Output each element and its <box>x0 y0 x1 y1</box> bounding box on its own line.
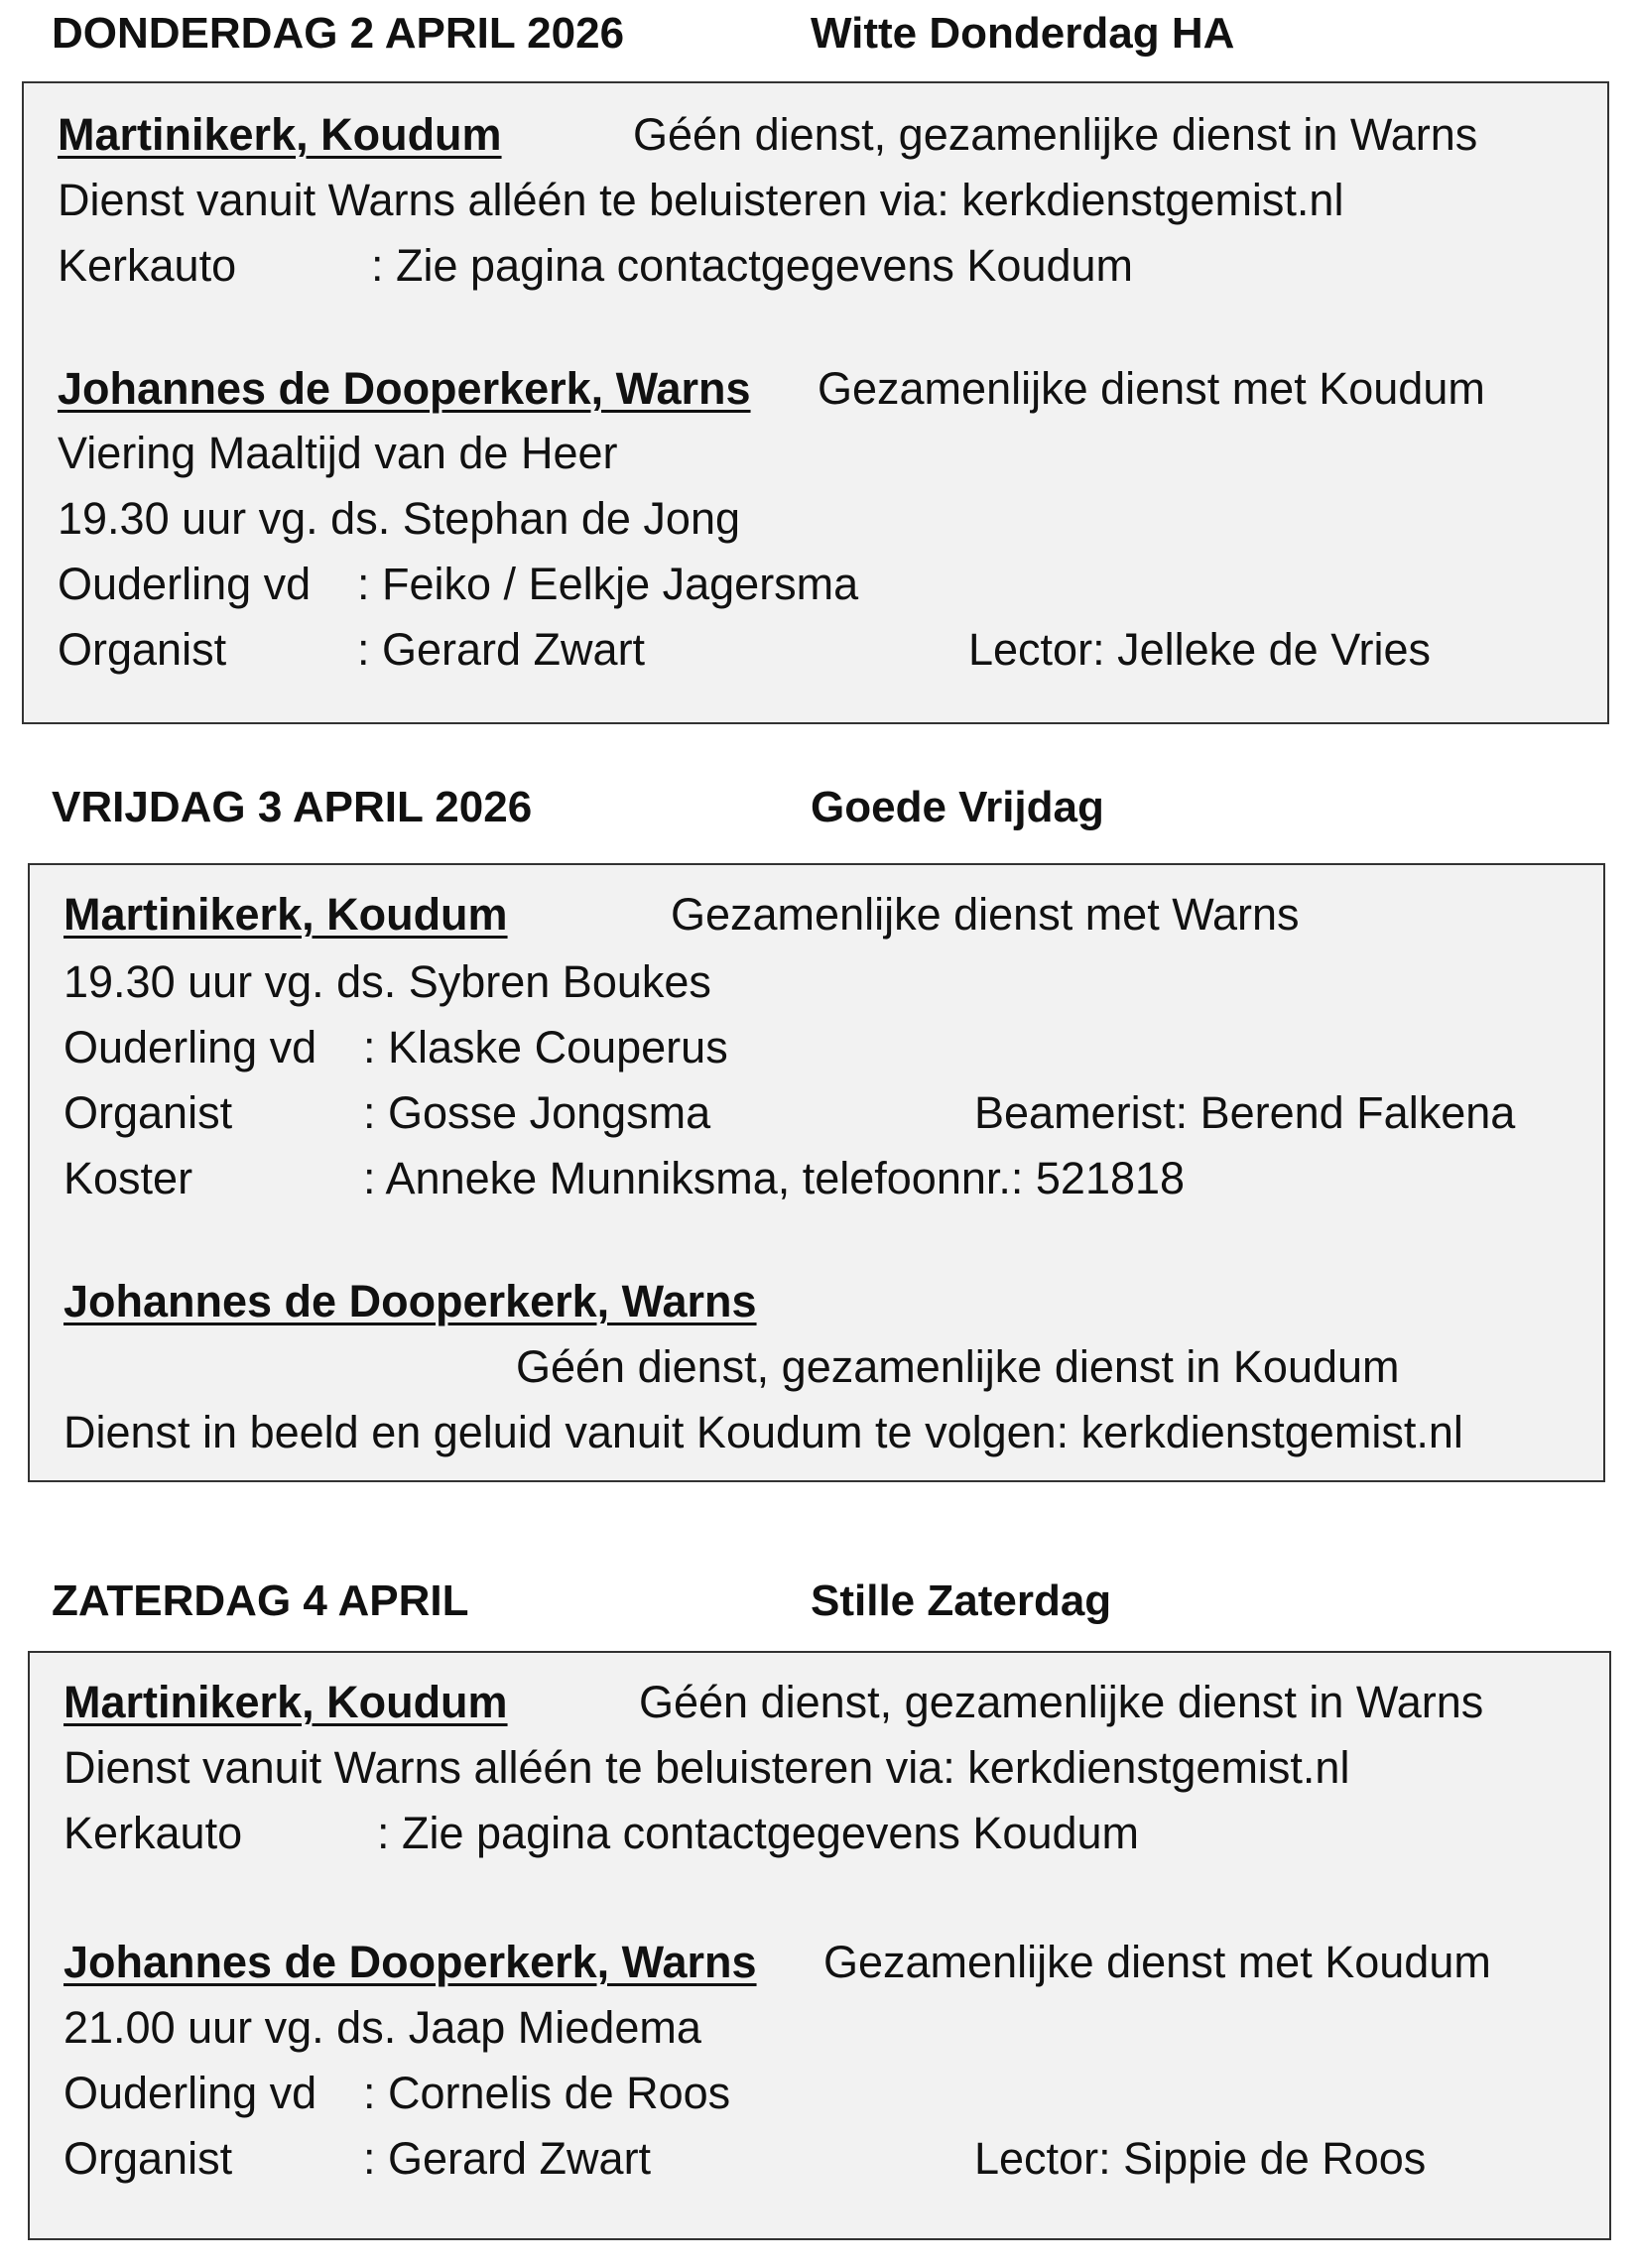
church-name-warns: Johannes de Dooperkerk, Warns <box>63 1937 757 1987</box>
organist-line <box>63 1085 1591 1141</box>
koudum-header-line <box>63 1675 1601 1730</box>
ouderling-value: : Feiko / Eelkje Jagersma <box>357 559 859 609</box>
koudum-header-line <box>63 887 1591 943</box>
organist-value: : Gerard Zwart <box>363 2133 652 2184</box>
church-name-warns: Johannes de Dooperkerk, Warns <box>58 363 751 414</box>
ouderling-line <box>63 1020 1552 1075</box>
church-name-koudum: Martinikerk, Koudum <box>63 889 508 940</box>
day-name: Stille Zaterdag <box>811 1576 1112 1625</box>
church-name-koudum: Martinikerk, Koudum <box>63 1677 508 1727</box>
day-header-donderdag <box>52 8 1441 60</box>
day-name: Goede Vrijdag <box>811 783 1104 831</box>
service-status: Géén dienst, gezamenlijke dienst in Warns <box>633 109 1478 160</box>
church-name-koudum: Martinikerk, Koudum <box>58 109 502 160</box>
day-date: ZATERDAG 4 APRIL <box>52 1576 469 1625</box>
warns-header-line <box>58 361 1595 417</box>
beamerist-value: Beamerist: Berend Falkena <box>974 1087 1516 1138</box>
koster-line <box>63 1151 1552 1206</box>
ouderling-value: : Cornelis de Roos <box>363 2068 731 2118</box>
service-status: Gezamenlijke dienst met Koudum <box>818 363 1485 414</box>
lector-value: Lector: Sippie de Roos <box>974 2133 1427 2184</box>
service-time: 21.00 uur vg. ds. Jaap Miedema <box>63 2002 701 2053</box>
organist-line <box>58 622 1576 678</box>
kerkauto-label: Kerkauto <box>63 1808 243 1858</box>
warns-note: Dienst in beeld en geluid vanuit Koudum te volgen: kerkdienstgemist.nl <box>63 1407 1463 1457</box>
viering-line: Viering Maaltijd van de Heer <box>58 428 618 478</box>
kerkauto-label: Kerkauto <box>58 240 237 291</box>
koudum-note: Dienst vanuit Warns alléén te beluisteren via: kerkdienstgemist.nl <box>58 175 1344 225</box>
service-status: Géén dienst, gezamenlijke dienst in Warns <box>639 1677 1484 1727</box>
ouderling-label: Ouderling vd <box>63 2068 317 2118</box>
day-name: Witte Donderdag HA <box>811 9 1235 58</box>
ouderling-line <box>58 557 1546 612</box>
service-time: 19.30 uur vg. ds. Stephan de Jong <box>58 493 741 544</box>
ouderling-label: Ouderling vd <box>58 559 312 609</box>
koster-label: Koster <box>63 1153 193 1203</box>
kerkauto-line <box>63 1806 1552 1861</box>
service-status: Gezamenlijke dienst met Koudum <box>823 1937 1491 1987</box>
organist-label: Organist <box>63 1087 233 1138</box>
service-box-zaterdag <box>28 1651 1611 2240</box>
service-status: Géén dienst, gezamenlijke dienst in Koudum <box>516 1341 1400 1392</box>
koudum-note: Dienst vanuit Warns alléén te beluisteren via: kerkdienstgemist.nl <box>63 1742 1350 1793</box>
church-name-warns: Johannes de Dooperkerk, Warns <box>63 1276 757 1326</box>
koster-value: : Anneke Munniksma, telefoonnr.: 521818 <box>363 1153 1186 1203</box>
service-box-donderdag <box>22 81 1609 724</box>
organist-value: : Gosse Jongsma <box>363 1087 711 1138</box>
day-date: DONDERDAG 2 APRIL 2026 <box>52 9 625 58</box>
lector-value: Lector: Jelleke de Vries <box>968 624 1432 675</box>
koudum-header-line <box>58 107 1595 163</box>
warns-header-line <box>63 1935 1601 1990</box>
day-header-vrijdag <box>52 782 1441 833</box>
kerkauto-value: : Zie pagina contactgegevens Koudum <box>377 1808 1140 1858</box>
kerkauto-value: : Zie pagina contactgegevens Koudum <box>371 240 1134 291</box>
ouderling-value: : Klaske Couperus <box>363 1022 728 1072</box>
day-date: VRIJDAG 3 APRIL 2026 <box>52 783 533 831</box>
organist-line <box>63 2131 1581 2187</box>
day-header-zaterdag <box>52 1575 1441 1627</box>
service-box-vrijdag <box>28 863 1605 1482</box>
organist-value: : Gerard Zwart <box>357 624 646 675</box>
service-status: Gezamenlijke dienst met Warns <box>671 889 1300 940</box>
kerkauto-line <box>58 238 1546 294</box>
service-time: 19.30 uur vg. ds. Sybren Boukes <box>63 956 711 1007</box>
organist-label: Organist <box>63 2133 233 2184</box>
organist-label: Organist <box>58 624 227 675</box>
ouderling-line <box>63 2066 1552 2121</box>
ouderling-label: Ouderling vd <box>63 1022 317 1072</box>
